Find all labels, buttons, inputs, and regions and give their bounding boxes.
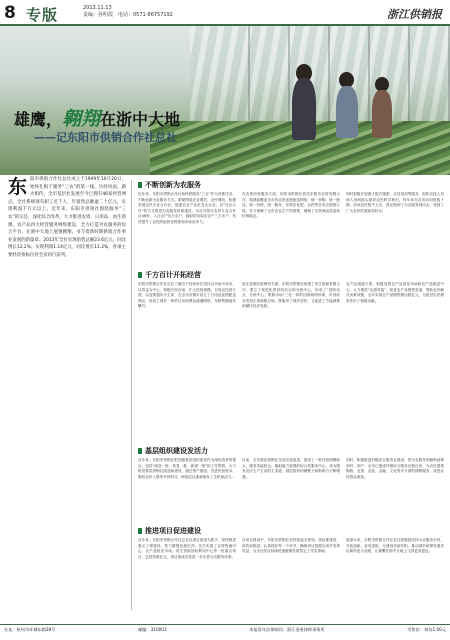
section-title: 不断创新为农服务 [138, 180, 444, 190]
section-title: 推进项目促进建设 [138, 526, 444, 536]
footer-legal: 本报常年法律顾问：浙江金道律师事务所 [249, 627, 325, 632]
article-column: 在项目建设中，东阳市供销社坚持高起点规划、高标准建设、高效率推进，认真抓好每一个环节，确保项目按期完成并发挥效益，为全社经济持续快速健康发展奠定了坚实基础。 [242, 538, 340, 554]
article-column: 东阳市供销合作社总社下属各个经营单位坚持以市场为导向，以效益为中心，积极开拓市场，扩大经营规模。日用品经营方面，以连锁超市为主体，在全市各镇乡设立了日用品连锁配送网点，形成了城乡一体的日用消费品流通网络，年销售额逐年攀升。 [138, 282, 236, 309]
person-figure [372, 90, 392, 138]
article-column: 农产品流通方面，积极发展农产品批发市场和农产品配送中心，大力推进“农超对接”，拓宽农产品销售渠道，帮助农民解决卖难问题，全年实现农产品销售额达数亿元，为促进农民增收作出了积极贡献。 [346, 282, 444, 303]
footer-address: 社址：杭州市环城东路28号 [4, 627, 56, 632]
article-column: 展望未来，东阳市供销合作社总社将继续坚持为农服务宗旨，开拓创新，奋发进取，为建设美丽东阳、推动城乡统筹发展作出新的更大贡献，让雄鹰在浙中大地上飞得更高更远。 [346, 538, 444, 554]
page-footer [4, 627, 446, 633]
article-section [138, 270, 444, 442]
footer-price: 零售价：每份1.00元 [407, 627, 446, 632]
lead-text: 阳市供销合作社总社成立于1949年10月20日，始终扎根于服务“三农”的第一线，历经风雨，薪火相传，全市基层社发展至今已拥有46家经营网点。全社系统现有职工近千人，年销售总额逾二十亿元，实现利润千万元以上。近年来，东阳市供销社围绕服务“三农”的宗旨，深化综合改革，大力推进农资、日用品、再生资源、农产品四大经营服务网络建设，全力打造为农服务的综合平台，在浙中大地上展翅翱翔，书写着新时期供销合作事业发展的新篇章。2013年全社实现销售总额23.6亿元，同比增长12.2%；实现利润1.14亿元，同比增长11.2%，各项主要经济指标位居全省同行前列。 [8, 177, 126, 258]
article-column: 目前，全市基层供销社全部完成改造，建成了一批经营规模较大、服务功能较全、辐射能力较强的综合性服务中心，成为服务农民生产生活的主渠道，基层组织的凝聚力和影响力不断增强。 [242, 458, 340, 479]
article-section [138, 446, 444, 524]
section-title: 千方百计开拓经营 [138, 270, 444, 280]
section-title: 基层组织建设发活力 [138, 446, 444, 456]
masthead-logo: 浙江供销报 [387, 8, 442, 21]
subtitle: ——记东阳市供销合作社总社 [34, 131, 177, 144]
article-column: 近年来，东阳市供销社把加强基层组织建设作为深化改革的重点，坚持“改造一批、恢复一批、新建一批”的工作思路，大力推进基层供销社改造和建设，通过资产重组、引进民营资本、吸收农民入股等多种形式，使基层社重新焕发了生机和活力。 [138, 458, 236, 479]
footer-postcode: 邮编：310003 [138, 627, 167, 632]
issue-date: 2013.11.13 [83, 5, 112, 11]
article-column: 近年来，东阳市供销合作社总社以项目建设为抓手，加快推进重点工程建设，着力增强发展后劲。先后实施了农资物流中心、农产品批发市场、再生资源回收利用中心等一批重点项目，总投资数亿元，项目建成后将进一步完善为农服务体系。 [138, 538, 236, 559]
greenhouse-frame [210, 26, 450, 126]
section-name: 专版 [26, 6, 59, 24]
person-figure [292, 78, 316, 140]
article-section [138, 526, 444, 622]
page-header [0, 0, 450, 26]
headline-prefix: 雄鹰， [14, 110, 63, 129]
column-divider [131, 180, 132, 610]
banner-photo [0, 26, 450, 175]
drop-cap: 东 [8, 176, 28, 198]
header-info [83, 5, 173, 19]
page-number: 8 [4, 3, 16, 23]
article-column: 再生资源回收利用方面，东阳市供销社组建了再生资源有限公司，建立了规范化的回收站点和分拣中心，形成了“回收站点、分拣中心、集散市场”三位一体的回收网络体系，年回收各类再生资源数万吨，既服务了城乡居民，又促进了节能减排和循环经济发展。 [242, 282, 340, 309]
article-column: 在农资经营服务方面，东阳市供销社依托东阳市农资有限公司，构建起覆盖全市的农资连锁配送网络，统一采购、统一配送、统一价格、统一服务，年供应化肥、农药等各类农资数万吨，有力保障了全市农业生产的需要，确保了农资商品质量和价格稳定。 [242, 192, 340, 219]
headline-highlight: 翱翔 [62, 108, 101, 130]
lead-article [8, 176, 126, 616]
footer-rule [0, 624, 450, 625]
article-column: 同时，积极推进村级综合服务社建设，把为农服务的触角延伸到村、到户，全市已建成村级综合服务社数百家，为农民提供购物、农资、农技、金融、文化等多方面的便利服务，深受农民群众欢迎。 [346, 458, 444, 479]
person-figure [336, 86, 358, 138]
article-column: 近年来，东阳市供销合作社始终把服务“三农”作为首要任务，不断创新为农服务方式。紧紧围绕农业增效、农民增收，积极发展农民专业合作社，组建农业产业化龙头企业，以“社企合作”的方式推进为农服务体系建设。全社共领办农民专业合作社46家，入社农户达万余户，辐射带动周边农户三万多户，有效提升了农民的组织化程度和市场竞争力。 [138, 192, 237, 224]
headline-suffix: 在浙中大地 [100, 110, 181, 129]
article-column: 同时积极开展测土配方施肥、农技培训等服务，组织农技人员深入田间地头指导农民科学种田，每年举办各类培训班数十期，培训农民数千人次，真正做到了为农服务到田头，受到了广大农民的欢迎和好评。 [346, 192, 444, 213]
main-headline [14, 104, 180, 131]
edition-line: 责编：孙明霞 电话：0571-86757192 [83, 12, 173, 18]
article-section [138, 180, 444, 268]
